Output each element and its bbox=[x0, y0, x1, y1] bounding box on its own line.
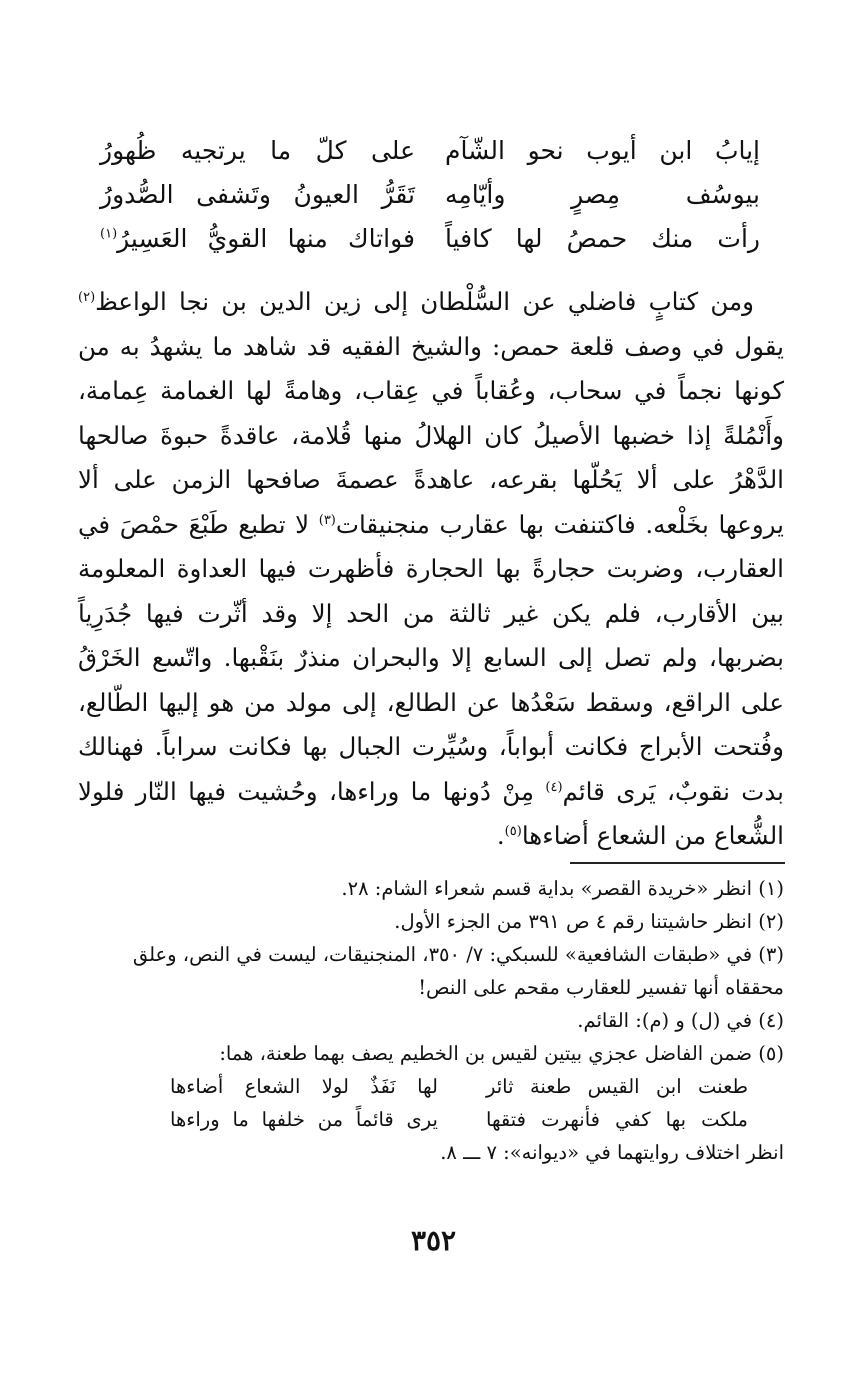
footnote-verse bbox=[78, 1103, 784, 1136]
footnote-separator bbox=[570, 862, 785, 864]
poem-verse bbox=[100, 216, 760, 260]
prose-text: ومن كتابٍ فاضلي عن السُّلْطان إلى زين الدين بن نجا الواعظ bbox=[95, 287, 754, 316]
footnote-3: (٣) في «طبقات الشافعية» للسبكي: ٧/ ٣٥٠، المنجنيقات، ليست في النص، وعلق bbox=[132, 943, 784, 966]
prose-paragraph bbox=[78, 280, 784, 859]
footnote-marker: (٥) bbox=[504, 823, 522, 839]
footnote-marker: (٤) bbox=[545, 779, 563, 795]
footnote-marker: (٢) bbox=[78, 289, 96, 305]
poem-verse bbox=[100, 172, 760, 216]
verse-first-hemistich: رأت منك حمصُ لها كافياً bbox=[445, 223, 760, 253]
verse-second-hemistich-with-note bbox=[100, 224, 415, 253]
footnote-2: (٢) انظر حاشيتنا رقم ٤ ص ٣٩١ من الجزء الأول. bbox=[394, 910, 784, 933]
footnote-verse bbox=[78, 1070, 784, 1103]
footnotes bbox=[78, 872, 784, 1169]
footnote-marker: (١) bbox=[100, 226, 118, 242]
verse-text: فواتاك منها القويُّ العَسِيرُ bbox=[117, 223, 415, 253]
footnote-verse-second-hemistich: يرى قائماً من خلفها ما وراءها bbox=[170, 1108, 438, 1131]
footnote-5-reference: انظر اختلاف روايتهما في «ديوانه»: ٧ ـــ ٨. bbox=[440, 1141, 784, 1164]
prose-text: مِنْ دُونها ما وراءها، وحُشيت فيها النّار فلولا الشُّعاع من الشعاع أضاءها bbox=[78, 776, 784, 850]
verse-first-hemistich: إيابُ ابن أيوب نحو الشّآم bbox=[445, 135, 760, 165]
prose-text: . bbox=[496, 821, 505, 850]
footnote-verse-first-hemistich: طعنت ابن القيس طعنة ثائر bbox=[486, 1075, 748, 1098]
footnote-verse-first-hemistich: ملكت بها كفي فأنهرت فتقها bbox=[486, 1108, 748, 1131]
poem bbox=[100, 128, 760, 260]
footnote-marker: (٣) bbox=[318, 512, 336, 528]
footnote-1: (١) انظر «خريدة القصر» بداية قسم شعراء الشام: ٢٨. bbox=[341, 877, 784, 900]
footnote-verse-second-hemistich: لها نَفَذٌ لولا الشعاع أضاءها bbox=[170, 1075, 438, 1098]
prose-text: يقول في وصف قلعة حمص: والشيخ الفقيه قد شاهد ما يشهدُ به من كونها نجماً في سحاب، وعُقاباً في عِقاب، وهامةً لها الغمامة عِمامة، وأَنْمُلةً إذا خضبها الأصيلُ كان الهلالُ منها قُلامة، عاقدةً حبوةَ صالحها الدَّهْرُ على ألا يَحُلّها بقرعه، عاهدةً عصمةَ صافحها الزمن على ألا يروعها بخَلْعه. فاكتنفت بها عقارب منجنيقات bbox=[78, 331, 784, 539]
footnote-5: (٥) ضمن الفاضل عجزي بيتين لقيس بن الخطيم يصف بهما طعنة، هما: bbox=[219, 1042, 784, 1065]
verse-second-hemistich: على كلّ ما يرتجيه ظُهورُ bbox=[100, 135, 415, 165]
prose-text: لا تطبع طَبْعَ حمْصَ في العقارب، وضربت حجارةً بها الحجارة فأظهرت فيها العداوة المعلومة بين الأقارب، فلم يكن غير ثالثة من الحد إلا وقد أثّرت فيها جُدَرِياً بضربها، ولم تصل إلى السابع إلا والبحران منذرٌ بنَقْبها. واتّسع الخَرْقُ على الراقع، وسقط سَعْدُها عن الطالع، إلى مولد من هو إليها الطّالع، وفُتحت الأبراج فكانت أبواباً، وسُيِّرت الجبال بها فكانت سراباً. فهنالك بدت نقوبٌ، يَرى قائم bbox=[78, 509, 785, 806]
verse-second-hemistich: تَقَرُّ العيونُ وتَشفى الصُّدورُ bbox=[100, 179, 415, 209]
page-number: ٣٥٢ bbox=[410, 1224, 457, 1257]
verse-first-hemistich: بيوسُف مِصرٍ وأيّامِه bbox=[445, 179, 760, 209]
footnote-4: (٤) في (ل) و (م): القائم. bbox=[577, 1009, 784, 1032]
poem-verse bbox=[100, 128, 760, 172]
footnote-3-continuation: محققاه أنها تفسير للعقارب مقحم على النص! bbox=[418, 976, 784, 999]
